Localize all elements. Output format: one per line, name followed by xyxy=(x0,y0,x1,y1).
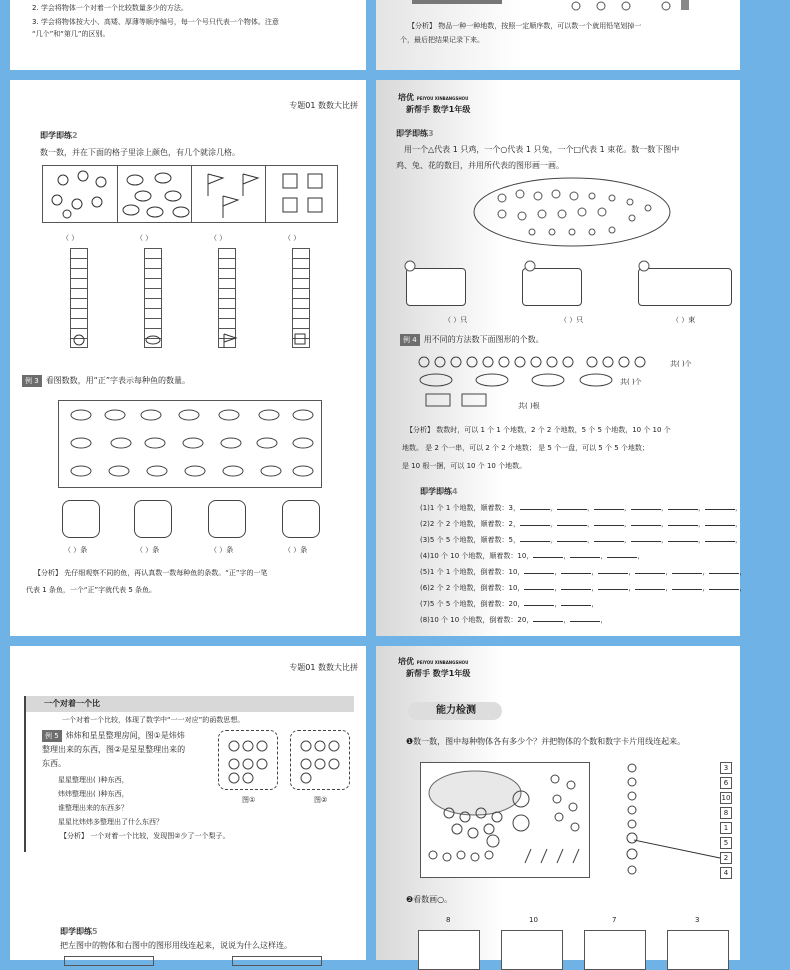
number-card[interactable]: 10 xyxy=(721,794,731,802)
ex4-total-3: 共( )根 xyxy=(518,402,540,410)
question-2: ❷看数画○。 xyxy=(406,895,453,904)
target-number: 10 xyxy=(529,916,538,924)
leaves xyxy=(123,173,189,217)
fish-group xyxy=(59,401,323,489)
counting-line: (2)2 个 2 个地数，顺着数：2， ， ， ， ， ， ， xyxy=(420,520,742,528)
answer-blank[interactable] xyxy=(570,614,600,622)
page-header: 专题01 数数大比拼 xyxy=(289,663,358,672)
example-badge: 例 5 xyxy=(42,730,62,742)
answer-blank[interactable] xyxy=(561,598,591,606)
answer-blank[interactable] xyxy=(668,534,698,542)
answer-blank[interactable] xyxy=(705,534,735,542)
example-5-line-2: 整理出来的东西，图②是星星整理出来的 xyxy=(42,745,186,754)
page-bottom-right xyxy=(376,646,740,960)
answer-blank[interactable] xyxy=(635,566,665,574)
practice-number: 4 xyxy=(452,487,458,496)
section-title: 能力检测 xyxy=(436,705,476,716)
answer-blank[interactable] xyxy=(631,518,661,526)
answer-blank[interactable] xyxy=(607,550,637,558)
counting-line: (7)5 个 5 个地数，倒着数：20， ， ， xyxy=(420,600,599,608)
grid-objects xyxy=(43,166,339,222)
number-card[interactable]: 4 xyxy=(720,867,732,879)
answer-blank[interactable] xyxy=(672,582,702,590)
counting-line: (3)5 个 5 个地数，顺着数：5， ， ， ， ， ， ， xyxy=(420,536,742,544)
section-description: 一个对着一个比较，体现了数学中“一一对应”的函数思想。 xyxy=(62,716,245,724)
animals-oval xyxy=(472,176,672,248)
page-middle-right xyxy=(376,80,747,636)
answer-blank[interactable] xyxy=(561,566,591,574)
example-5-q1: 星星整理出( )种东西， xyxy=(58,776,129,784)
page-top-right xyxy=(376,0,740,70)
practice-2-title: 即学即练2 xyxy=(40,131,78,140)
tally-answer-4: （ ）条 xyxy=(284,546,308,554)
question-1-picture xyxy=(420,762,590,878)
series-title: 新帮手 数学1年级 xyxy=(406,105,471,114)
answer-blank[interactable] xyxy=(524,566,554,574)
brand-logo: 培优 PEIYOU XINBANGSHOU xyxy=(398,93,469,102)
tally-box-4[interactable] xyxy=(282,500,320,538)
answer-paren-3: （ ） xyxy=(210,234,227,242)
tally-box-1[interactable] xyxy=(62,500,100,538)
tally-answer-1: （ ）条 xyxy=(64,546,88,554)
practice-5-instruction: 把左图中的物体和右图中的图形用线连起来，说说为什么这样连。 xyxy=(60,941,292,950)
counting-picture-grid xyxy=(42,165,338,223)
example-badge: 例 3 xyxy=(22,375,42,387)
objective-line-3b: “几个”和“第几”的区别。 xyxy=(32,30,110,38)
example-5-line-3: 东西。 xyxy=(42,759,66,768)
counting-line: (8)10 个 10 个地数，倒着数：20， ， ， xyxy=(420,616,608,624)
number-card[interactable]: 8 xyxy=(720,807,732,819)
example-5-q2: 炜炜整理出( )种东西， xyxy=(58,790,129,798)
flower-count: （ ）束 xyxy=(672,316,696,324)
toys-illustration xyxy=(376,0,740,20)
answer-blank[interactable] xyxy=(709,566,739,574)
brand-logo: 培优 PEIYOU XINBANGSHOU xyxy=(398,657,469,666)
tally-answer-3: （ ）条 xyxy=(210,546,234,554)
target-number: 3 xyxy=(695,916,700,924)
section-title: 一个对着一个比 xyxy=(44,699,100,708)
example-5-q4: 星星比炜炜多整理出了什么东西？ xyxy=(58,818,163,826)
tally-box-3[interactable] xyxy=(208,500,246,538)
draw-circle-box[interactable] xyxy=(418,930,480,970)
analysis-line-2: 代表 1 条鱼，一个“正”字就代表 5 条鱼。 xyxy=(26,586,157,594)
answer-paren-4: （ ） xyxy=(284,234,301,242)
example-badge: 例 4 xyxy=(400,334,420,346)
fruit-figures xyxy=(218,730,358,790)
answer-blank[interactable] xyxy=(631,502,661,510)
answer-blank[interactable] xyxy=(520,518,550,526)
chicken-count: （ ）只 xyxy=(444,316,468,324)
answer-blank[interactable] xyxy=(520,502,550,510)
counting-line: (1)1 个 1 个地数，顺着数：3， ， ， ， ， ， ， xyxy=(420,504,742,512)
practice-4-title: 即学即练4 xyxy=(420,487,458,496)
example-4: 例 4 用不同的方法数下面图形的个数。 xyxy=(400,334,544,346)
analysis-text: 【分析】 物品一种一种地数，按照一定顺序数，可以数一个就用铅笔划掉一 xyxy=(408,22,642,30)
answer-box-icons xyxy=(376,258,740,278)
number-card[interactable]: 3 xyxy=(720,762,732,774)
example-5: 例 5 炜炜和星星整理房间，图①是炜炜 xyxy=(42,730,185,742)
analysis-text-2: 个，最后把结果记录下来。 xyxy=(400,36,484,44)
example-3: 例 3 看图数数，用“正”字表示每种鱼的数量。 xyxy=(22,375,190,387)
draw-circle-box[interactable] xyxy=(584,930,646,970)
rabbit-count: （ ）只 xyxy=(560,316,584,324)
series-title: 新帮手 数学1年级 xyxy=(406,669,471,678)
answer-blank[interactable] xyxy=(598,566,628,574)
answer-blank[interactable] xyxy=(520,534,550,542)
answer-blank[interactable] xyxy=(705,502,735,510)
objective-line-2: 2. 学会将物体一个对着一个比较数量多少的方法。 xyxy=(32,4,188,12)
practice-3-line-1: 用一个△代表 1 只鸡，一个○代表 1 只兔，一个□代表 1 束花。数一数下图中 xyxy=(404,145,680,154)
analysis-line-c: 是 10 根一捆，可以 10 个 10 个地数。 xyxy=(402,462,527,470)
counting-line: (6)2 个 2 个地数，倒着数：10， ， ， ， ， ， ， xyxy=(420,584,747,592)
answer-blank[interactable] xyxy=(561,582,591,590)
answer-blank[interactable] xyxy=(668,502,698,510)
answer-blank[interactable] xyxy=(631,534,661,542)
analysis-line-1: 【分析】 先仔细观察不同的鱼，再认真数一数每种鱼的条数。“正”字的一笔 xyxy=(34,569,268,577)
number-card[interactable]: 2 xyxy=(720,852,732,864)
practice-5-title: 即学即练5 xyxy=(60,927,98,936)
answer-blank[interactable] xyxy=(594,518,624,526)
page-header: 专题01 数数大比拼 xyxy=(289,101,358,110)
column-icons xyxy=(10,332,366,352)
answer-blank[interactable] xyxy=(524,582,554,590)
answer-blank[interactable] xyxy=(709,582,739,590)
figure-1-label: 图① xyxy=(242,796,256,804)
fish-picture xyxy=(58,400,322,488)
counting-line: (5)1 个 1 个地数，倒着数：10， ， ， ， ， ， ， xyxy=(420,568,747,576)
answer-blank[interactable] xyxy=(524,598,554,606)
practice-number: 2 xyxy=(72,131,78,140)
answer-blank[interactable] xyxy=(594,534,624,542)
answer-blank[interactable] xyxy=(635,582,665,590)
answer-blank[interactable] xyxy=(533,614,563,622)
flags xyxy=(208,174,258,218)
page-middle-left xyxy=(10,80,366,636)
draw-circle-box[interactable] xyxy=(667,930,729,970)
practice-3-line-2: 鸡、兔、花的数目，并用所代表的图形画一画。 xyxy=(396,161,564,170)
practice-3-title: 即学即练3 xyxy=(396,129,434,138)
question-1: ❶数一数，图中每种物体各有多少个？并把物体的个数和数字卡片用线连起来。 xyxy=(406,737,686,746)
answer-blank[interactable] xyxy=(570,550,600,558)
answer-blank[interactable] xyxy=(668,518,698,526)
example-5-q3: 谁整理出来的东西多？ xyxy=(58,804,128,812)
objective-line-3: 3. 学会将物体按大小、高矮、厚薄等顺序编号，每一个号只代表一个物体。注意 xyxy=(32,18,279,26)
figure-2-label: 图② xyxy=(314,796,328,804)
practice-2-instruction: 数一数，并在下面的格子里涂上颜色，有几个就涂几格。 xyxy=(40,148,240,157)
target-number: 8 xyxy=(446,916,451,924)
answer-blank[interactable] xyxy=(557,518,587,526)
answer-blank[interactable] xyxy=(557,534,587,542)
answer-blank[interactable] xyxy=(557,502,587,510)
tally-answer-2: （ ）条 xyxy=(136,546,160,554)
draw-circle-box[interactable] xyxy=(501,930,563,970)
analysis-line-b: 地数。 是 2 个一串，可以 2 个 2 个地数； 是 5 个一盘，可以 5 个 5 个地数； xyxy=(402,444,649,452)
number-card[interactable]: 5 xyxy=(720,837,732,849)
answer-paren-2: （ ） xyxy=(136,234,153,242)
number-card[interactable]: 6 xyxy=(720,777,732,789)
answer-blank[interactable] xyxy=(672,566,702,574)
analysis-line-a: 【分析】 数数时，可以 1 个 1 个地数，2 个 2 个地数，5 个 5 个地数，10 个 10 个 xyxy=(406,426,671,434)
counting-line: (4)10 个 10 个地数，顺着数：10， ， ， ， xyxy=(420,552,645,560)
answer-blank[interactable] xyxy=(533,550,563,558)
answer-blank[interactable] xyxy=(705,518,735,526)
practice-5-right-box xyxy=(232,956,322,966)
practice-5-left-box xyxy=(64,956,154,966)
number-card[interactable]: 1 xyxy=(720,822,732,834)
tally-box-2[interactable] xyxy=(134,500,172,538)
answer-blank[interactable] xyxy=(594,502,624,510)
flowers xyxy=(52,171,106,218)
picture-objects xyxy=(421,763,591,879)
ex4-total-2: 共( )个 xyxy=(620,378,642,386)
practice-number: 5 xyxy=(92,927,98,936)
example-5-analysis: 【分析】 一个对着一个比较，发现图②少了一个梨子。 xyxy=(60,832,230,840)
answer-paren-1: （ ） xyxy=(62,234,79,242)
page-top-left xyxy=(10,0,366,70)
practice-number: 3 xyxy=(428,129,434,138)
page-bottom-left xyxy=(10,646,366,960)
ex4-total-1: 共( )个 xyxy=(670,360,692,368)
answer-blank[interactable] xyxy=(598,582,628,590)
cups xyxy=(283,174,322,212)
target-number: 7 xyxy=(612,916,617,924)
